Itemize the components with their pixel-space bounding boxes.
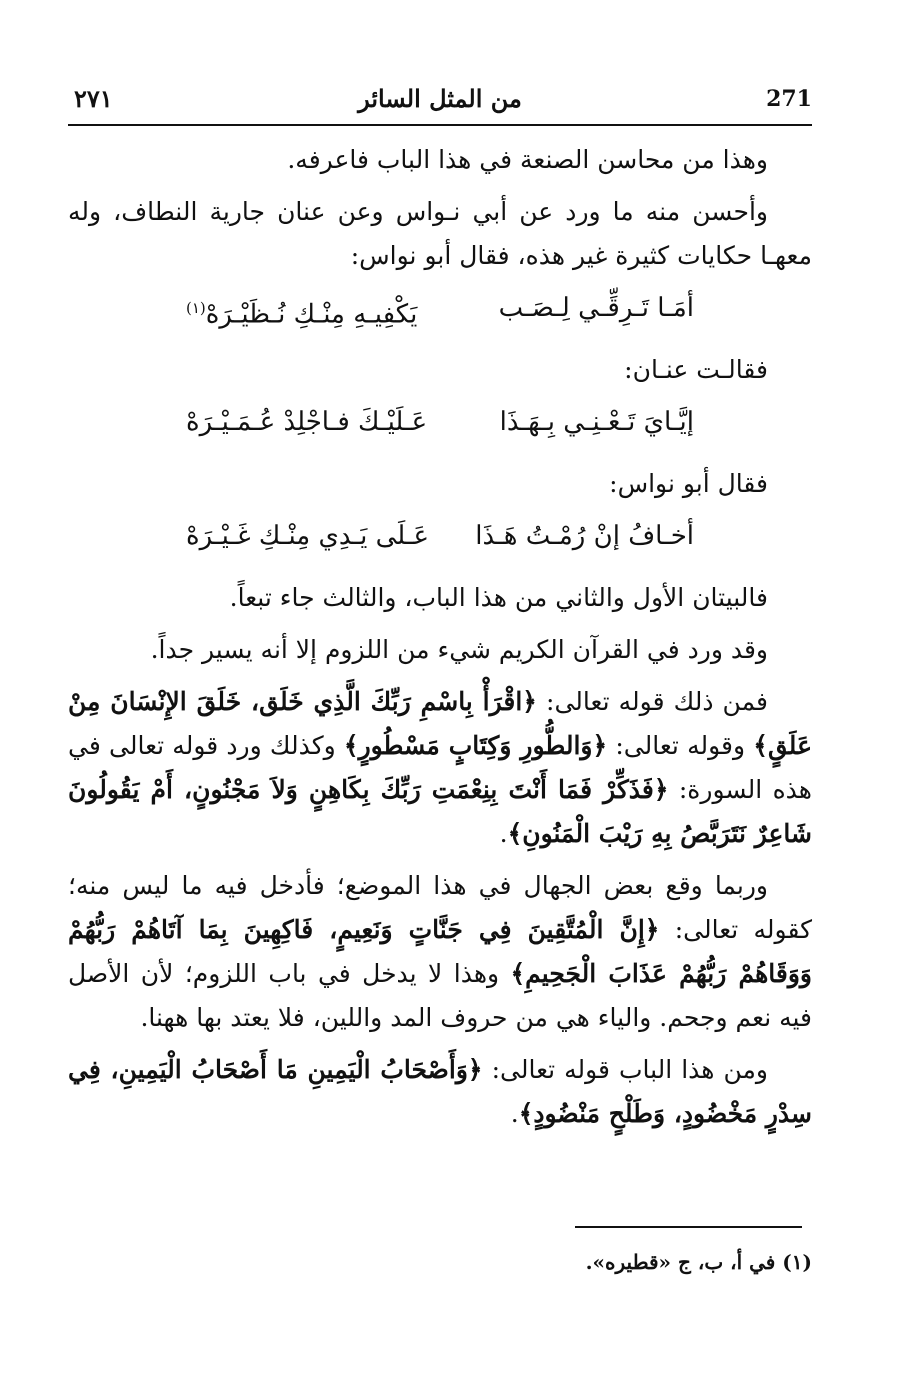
p9-period: . — [510, 1099, 519, 1128]
verse-1-first-hemistich: أمَـا تَـرِقِّـي لِـصَـب — [498, 293, 694, 323]
paragraph-9 — [68, 1048, 812, 1136]
paragraph-8 — [68, 864, 812, 1040]
page-number-latin: 271 — [766, 86, 812, 112]
verse-line-3 — [68, 514, 812, 568]
quran-quote-alaq: ﴿اقْرَأْ بِاسْمِ رَبِّكَ الَّذِي خَلَق، خَلَقَ الإِنْسَانَ مِنْ عَلَقٍ﴾ — [68, 687, 812, 760]
p9-intro: ومن هذا الباب قوله تعالى: — [491, 1055, 768, 1084]
quran-quote-tur-2: ﴿فَذَكِّرْ فَمَا أَنْتَ بِنِعْمَتِ رَبِّكَ بِكَاهِنٍ وَلاَ مَجْنُونٍ، أَمْ يَقُولُونَ شَاعِرٌ نَتَرَبَّصُ بِهِ رَيْبَ الْمَنُونِ﴾ — [68, 775, 812, 848]
paragraph-7 — [68, 680, 812, 856]
footnote-rule — [575, 1226, 802, 1228]
verse-1-second-hemistich-text: يَكْفِيـهِ مِنْـكِ نُـظَيْـرَهْ — [205, 299, 418, 330]
p8-intro: وربما وقع بعض الجهال في هذا الموضع؛ فأدخل فيه ما ليس منه؛ كقوله تعالى: — [68, 871, 812, 944]
quran-quote-tur: ﴿وَالطُّورِ وَكِتَابٍ مَسْطُورٍ﴾ — [343, 731, 608, 760]
paragraph-3: فقالـت عنـان: — [624, 355, 768, 384]
verse-2-first-hemistich: إيَّـايَ تَـعْـنِـي بِـهَـذَا — [499, 407, 694, 437]
p7-intro: فمن ذلك قوله تعالى: — [546, 687, 768, 716]
running-title: من المثل السائر — [358, 84, 522, 113]
quran-quote-tur-3: ﴿إِنَّ الْمُتَّقِينَ فِي جَنَّاتٍ وَنَعِيمٍ، فَاكِهِينَ بِمَا آتَاهُمْ رَبُّهُمْ وَوَقَاهُمْ رَبُّهُمْ عَذَابَ الْجَحِيمِ﴾ — [68, 915, 812, 988]
verse-2-second-hemistich: عَـلَيْـكَ فـاجْلِدْ عُـمَـيْـرَهْ — [186, 407, 428, 437]
page-header — [68, 80, 812, 122]
p8-rest: وهذا لا يدخل في باب اللزوم؛ لأن الأصل فيه نعم وجحم. والياء هي من حروف المد واللين، فلا يعتد بها ههنا. — [68, 959, 812, 1032]
p7-link-2: وكذلك ورد قوله تعالى في هذه السورة: — [68, 731, 812, 804]
page-number-arabic: ٢٧١ — [74, 84, 113, 113]
paragraph-5: فالبيتان الأول والثاني من هذا الباب، والثالث جاء تبعاً. — [229, 583, 768, 612]
paragraph-2: وأحسن منه ما ورد عن أبي نـواس وعن عنان جارية النطاف، وله معهـا حكايات كثيرة غير هذه، فقال أبو نواس: — [68, 197, 812, 270]
p7-link-1: وقوله تعالى: — [615, 731, 746, 760]
paragraph-1: وهذا من محاسن الصنعة في هذا الباب فاعرفه. — [287, 145, 768, 174]
header-rule — [68, 124, 812, 126]
verse-line-1 — [68, 286, 812, 340]
footnote-reference: (١) — [186, 299, 206, 317]
paragraph-6: وقد ورد في القرآن الكريم شيء من اللزوم إلا أنه يسير جداً. — [150, 635, 768, 664]
verse-line-2 — [68, 400, 812, 454]
verse-3-first-hemistich: أخـافُ إنْ رُمْـتُ هَـذَا — [475, 521, 694, 551]
verse-1-second-hemistich — [186, 286, 417, 337]
paragraph-4: فقال أبو نواس: — [609, 469, 768, 498]
p7-period: . — [499, 819, 508, 848]
verse-3-second-hemistich: عَـلَى يَـدِي مِنْـكِ غَـيْـرَهْ — [186, 521, 430, 551]
footnote: (١) في أ، ب، ج «قطيره». — [585, 1250, 812, 1274]
main-text — [68, 138, 812, 1144]
quran-quote-waqia: ﴿وَأَصْحَابُ الْيَمِينِ مَا أَصْحَابُ الْيَمِينِ، فِي سِدْرٍ مَخْضُودٍ، وَطَلْحٍ مَنْضُودٍ﴾ — [68, 1055, 812, 1128]
